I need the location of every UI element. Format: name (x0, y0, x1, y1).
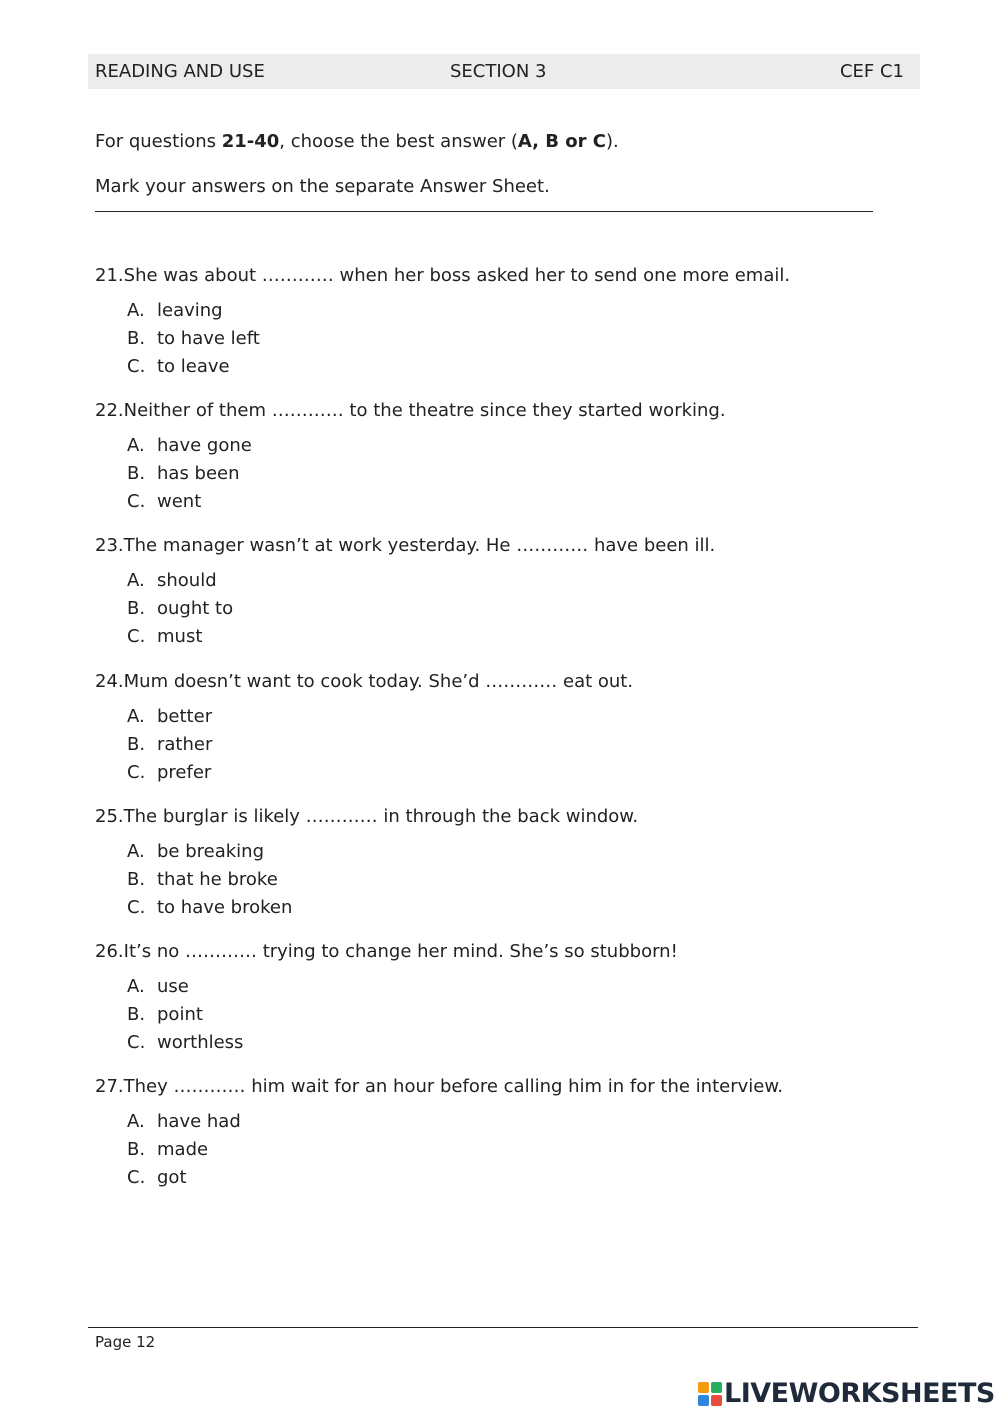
question-text: Mum doesn’t want to cook today. She’d ………… eat out. (123, 671, 634, 692)
question-text: She was about ………… when her boss asked her to send one more email. (123, 265, 791, 286)
option-letter: B. (127, 734, 146, 755)
logo-tile-orange (698, 1382, 709, 1393)
option-letter: C. (127, 356, 146, 377)
answer-option[interactable] (127, 1139, 208, 1160)
answer-option[interactable] (127, 1004, 203, 1025)
question-text: The burglar is likely ………… in through the back window. (123, 806, 639, 827)
option-text: must (157, 626, 203, 647)
option-text: better (157, 706, 213, 727)
option-text: be breaking (157, 841, 265, 862)
answer-option[interactable] (127, 356, 230, 377)
instruction-suffix: ). (606, 131, 619, 152)
question-number: 25. (95, 806, 124, 827)
logo-text: LIVEWORKSHEETS (724, 1378, 995, 1409)
question-stem (95, 671, 633, 692)
answer-option[interactable] (127, 976, 189, 997)
answer-option[interactable] (127, 626, 202, 647)
instruction-range: 21-40 (221, 131, 280, 152)
option-text: that he broke (157, 869, 278, 890)
footer-divider (88, 1327, 918, 1328)
logo-tile-red (711, 1395, 722, 1406)
option-text: to leave (157, 356, 230, 377)
logo-tile-blue (698, 1395, 709, 1406)
option-text: leaving (157, 300, 223, 321)
option-text: prefer (157, 762, 212, 783)
option-text: ought to (157, 598, 234, 619)
instruction-choices: A, B or C (517, 131, 606, 152)
question-number: 26. (95, 941, 124, 962)
option-letter: C. (127, 1032, 146, 1053)
instruction-prefix: For questions (95, 131, 222, 152)
instruction-line-1 (95, 131, 619, 152)
option-letter: A. (127, 435, 145, 456)
answer-option[interactable] (127, 734, 212, 755)
logo-tile-green (711, 1382, 722, 1393)
option-text: went (157, 491, 202, 512)
option-letter: A. (127, 300, 145, 321)
answer-option[interactable] (127, 706, 212, 727)
answer-option[interactable] (127, 841, 264, 862)
option-text: should (157, 570, 217, 591)
option-letter: A. (127, 570, 145, 591)
question-text: The manager wasn’t at work yesterday. He ………… have been ill. (123, 535, 716, 556)
option-text: use (157, 976, 189, 997)
option-letter: C. (127, 1167, 146, 1188)
option-letter: B. (127, 463, 146, 484)
instruction-mid: , choose the best answer ( (279, 131, 518, 152)
question-number: 23. (95, 535, 124, 556)
header-section: SECTION 3 (450, 61, 547, 82)
question-stem (95, 265, 790, 286)
answer-option[interactable] (127, 300, 223, 321)
answer-option[interactable] (127, 598, 233, 619)
logo-tiles-icon (698, 1382, 722, 1406)
option-letter: C. (127, 491, 146, 512)
option-letter: C. (127, 897, 146, 918)
answer-option[interactable] (127, 328, 260, 349)
option-text: have had (157, 1111, 241, 1132)
option-text: rather (157, 734, 213, 755)
question-stem (95, 400, 726, 421)
answer-option[interactable] (127, 1032, 243, 1053)
option-text: made (157, 1139, 209, 1160)
option-text: got (157, 1167, 187, 1188)
option-letter: C. (127, 762, 146, 783)
option-letter: B. (127, 598, 146, 619)
option-letter: A. (127, 976, 145, 997)
answer-option[interactable] (127, 1111, 241, 1132)
option-letter: A. (127, 841, 145, 862)
header-bar (88, 54, 920, 89)
question-text: Neither of them ………… to the theatre since they started working. (123, 400, 726, 421)
option-letter: C. (127, 626, 146, 647)
question-number: 24. (95, 671, 124, 692)
question-number: 22. (95, 400, 124, 421)
option-letter: B. (127, 1139, 146, 1160)
question-stem (95, 535, 715, 556)
option-text: worthless (157, 1032, 244, 1053)
header-level: CEF C1 (839, 61, 904, 82)
answer-option[interactable] (127, 869, 278, 890)
answer-option[interactable] (127, 1167, 187, 1188)
option-text: to have broken (157, 897, 293, 918)
question-stem (95, 941, 678, 962)
question-text: They ………… him wait for an hour before calling him in for the interview. (123, 1076, 784, 1097)
question-number: 21. (95, 265, 124, 286)
question-text: It’s no ………… trying to change her mind. She’s so stubborn! (123, 941, 678, 962)
answer-option[interactable] (127, 463, 240, 484)
question-number: 27. (95, 1076, 124, 1097)
divider-line (95, 211, 873, 212)
question-stem (95, 1076, 783, 1097)
option-text: to have left (157, 328, 260, 349)
option-text: has been (157, 463, 240, 484)
page-number: Page 12 (95, 1333, 156, 1351)
option-letter: B. (127, 328, 146, 349)
question-stem (95, 806, 638, 827)
option-text: have gone (157, 435, 252, 456)
header-left: READING AND USE (95, 61, 265, 82)
answer-option[interactable] (127, 897, 292, 918)
answer-option[interactable] (127, 491, 201, 512)
option-letter: A. (127, 1111, 145, 1132)
option-letter: B. (127, 1004, 146, 1025)
option-text: point (157, 1004, 203, 1025)
instruction-line-2: Mark your answers on the separate Answer Sheet. (95, 176, 550, 197)
answer-option[interactable] (127, 435, 252, 456)
option-letter: B. (127, 869, 146, 890)
answer-option[interactable] (127, 570, 217, 591)
answer-option[interactable] (127, 762, 211, 783)
option-letter: A. (127, 706, 145, 727)
